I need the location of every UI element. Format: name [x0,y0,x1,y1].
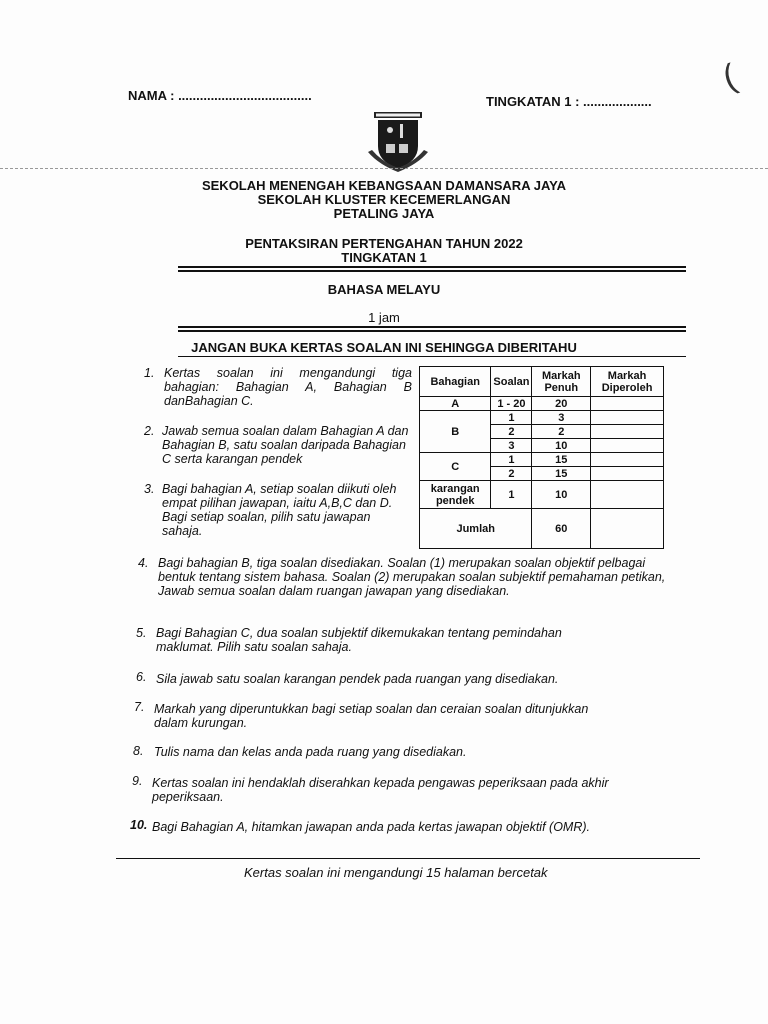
instr-2: Jawab semua soalan dalam Bahagian A dan Bahagian B, satu soalan daripada Bahagian C serta karangan pendek [162,424,409,466]
row-b2-markah: 2 [532,425,591,439]
instr-10: Bagi Bahagian A, hitamkan jawapan anda pada kertas jawapan objektif (OMR). [152,820,590,834]
col-bahagian: Bahagian [420,367,491,397]
exam-title: PENTAKSIRAN PERTENGAHAN TAHUN 2022 [245,236,523,251]
header-divider [0,168,768,169]
total-diperoleh[interactable] [591,509,664,549]
col-soalan: Soalan [491,367,532,397]
row-a-markah: 20 [532,397,591,411]
col-markah-penuh: Markah Penuh [532,367,591,397]
duration: 1 jam [368,310,400,325]
pen-mark: ( [718,57,741,97]
nama-field: NAMA : ..................................... [128,88,312,103]
exam-form: TINGKATAN 1 [341,250,427,265]
instr-7: Markah yang diperuntukkan bagi setiap soalan dan ceraian soalan ditunjukkan dalam kurungan. [154,702,589,730]
total-value: 60 [532,509,591,549]
row-karangan-diperoleh[interactable] [591,481,664,509]
warning: JANGAN BUKA KERTAS SOALAN INI SEHINGGA DIBERITAHU [191,340,577,355]
row-c1-diperoleh[interactable] [591,453,664,467]
instr-4: Bagi bahagian B, tiga soalan disediakan. Soalan (1) merupakan soalan objektif pelbagai bentuk tentang sistem bahasa. Soalan (2) merupakan soalan subjektif pemahaman petikan, Jawab semua soalan dalam ruangan jawapan yang disediakan. [158,556,666,598]
footer-note: Kertas soalan ini mengandungi 15 halaman bercetak [244,865,548,880]
school-location: PETALING JAYA [333,206,435,221]
row-karangan-soalan: 1 [491,481,532,509]
instr-4-num: 4. [138,556,149,570]
school-name: SEKOLAH MENENGAH KEBANGSAAN DAMANSARA JAYA [201,178,567,193]
row-b1-diperoleh[interactable] [591,411,664,425]
row-c2-markah: 15 [532,467,591,481]
instr-5: Bagi Bahagian C, dua soalan subjektif dikemukakan tentang pemindahan maklumat. Pilih satu soalan sahaja. [156,626,562,654]
row-c1-markah: 15 [532,453,591,467]
warning-underline [178,356,686,357]
row-b2-soalan: 2 [491,425,532,439]
row-a-diperoleh[interactable] [591,397,664,411]
row-c-bahagian: C [420,453,491,481]
instr-9: Kertas soalan ini hendaklah diserahkan kepada pengawas peperiksaan pada akhir peperiksaan. [152,776,609,804]
subject: BAHASA MELAYU [327,282,441,297]
row-b3-diperoleh[interactable] [591,439,664,453]
row-a-bahagian: A [420,397,491,411]
instr-9-num: 9. [132,774,143,788]
instr-1: Kertas soalan ini mengandungi tiga bahagian: Bahagian A, Bahagian B danBahagian C. [164,366,412,408]
row-karangan-bahagian: karangan pendek [420,481,491,509]
total-label: Jumlah [420,509,532,549]
instr-7-num: 7. [134,700,145,714]
instr-6: Sila jawab satu soalan karangan pendek pada ruangan yang disediakan. [156,672,559,686]
instr-6-num: 6. [136,670,147,684]
title-rule [178,266,686,272]
instr-5-num: 5. [136,626,147,640]
instr-10-num: 10. [130,818,148,832]
row-b3-soalan: 3 [491,439,532,453]
row-c1-soalan: 1 [491,453,532,467]
row-karangan-markah: 10 [532,481,591,509]
row-b2-diperoleh[interactable] [591,425,664,439]
row-b1-markah: 3 [532,411,591,425]
instr-2-num: 2. [144,424,155,438]
col-markah-diperoleh: Markah Diperoleh [591,367,664,397]
row-c2-soalan: 2 [491,467,532,481]
row-b1-soalan: 1 [491,411,532,425]
row-a-soalan: 1 - 20 [491,397,532,411]
instr-1-num: 1. [144,366,155,380]
school-crest-icon [364,112,432,174]
instr-8-num: 8. [133,744,144,758]
marks-table [419,366,664,549]
tingkatan-field: TINGKATAN 1 : ................... [486,94,652,109]
school-cluster: SEKOLAH KLUSTER KECEMERLANGAN [257,192,511,207]
instr-3-num: 3. [144,482,155,496]
row-b-bahagian: B [420,411,491,453]
footer-rule [116,858,700,859]
warning-rule [178,326,686,332]
row-c2-diperoleh[interactable] [591,467,664,481]
instr-3: Bagi bahagian A, setiap soalan diikuti oleh empat pilihan jawapan, iaitu A,B,C dan D. Bagi setiap soalan, pilih satu jawapan sahaja. [162,482,397,538]
row-b3-markah: 10 [532,439,591,453]
instr-8: Tulis nama dan kelas anda pada ruang yang disediakan. [154,745,467,759]
